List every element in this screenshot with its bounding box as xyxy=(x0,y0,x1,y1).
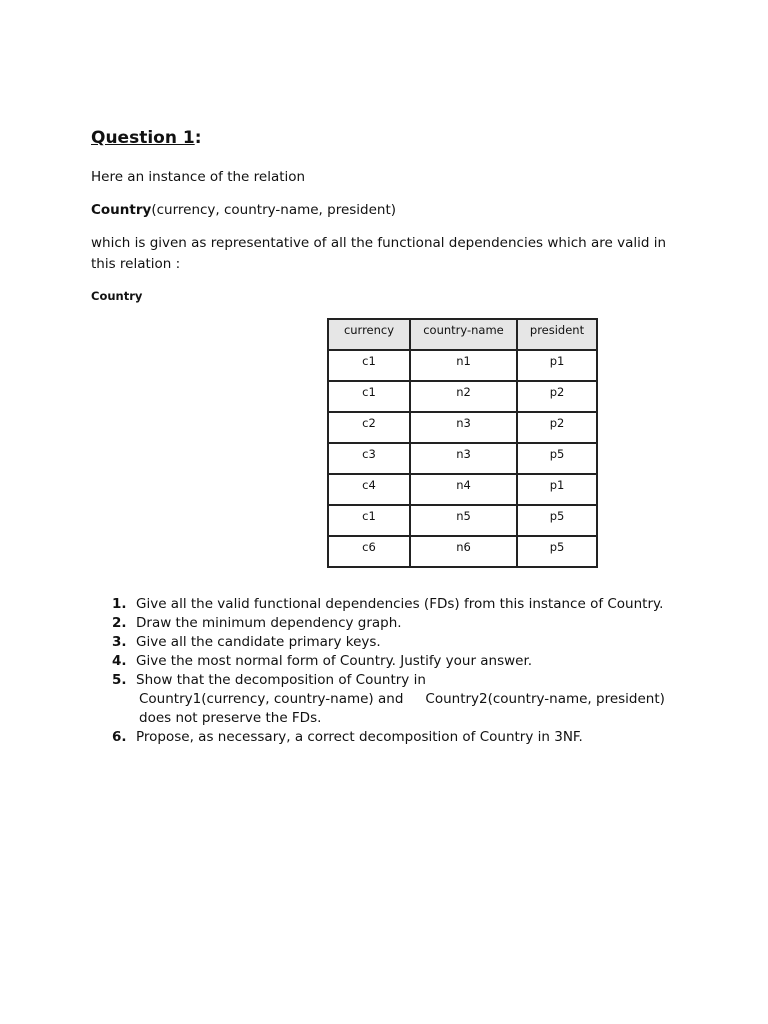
table-cell: n6 xyxy=(410,536,517,567)
table-cell: p2 xyxy=(517,412,597,443)
list-item xyxy=(91,614,731,633)
decomposition-part-2: Country2(country-name, president) xyxy=(425,691,665,707)
decomposition-conclusion: does not preserve the FDs. xyxy=(139,710,322,726)
relation-attributes: (currency, country-name, president) xyxy=(151,202,397,218)
question-colon: : xyxy=(194,128,202,148)
list-item-number: 4. xyxy=(112,653,127,669)
list-item-text: Propose, as necessary, a correct decomposition of Country in 3NF. xyxy=(136,729,583,745)
table-row xyxy=(328,536,597,567)
table-cell: c3 xyxy=(328,443,410,474)
table-row xyxy=(328,350,597,381)
list-item-number: 6. xyxy=(112,729,127,745)
table-row xyxy=(328,474,597,505)
table-cell: n3 xyxy=(410,443,517,474)
table-cell: p5 xyxy=(517,443,597,474)
column-header-currency: currency xyxy=(328,319,410,350)
list-item-text: Give all the valid functional dependencies (FDs) from this instance of Country. xyxy=(136,596,664,612)
table-row xyxy=(328,381,597,412)
table-cell: p1 xyxy=(517,474,597,505)
column-header-country-name: country-name xyxy=(410,319,517,350)
table-row xyxy=(328,443,597,474)
list-item-number: 3. xyxy=(112,634,127,650)
table-cell: n2 xyxy=(410,381,517,412)
column-header-president: president xyxy=(517,319,597,350)
question-title: Question 1 xyxy=(91,128,195,148)
relation-table xyxy=(327,318,598,568)
list-item-number: 1. xyxy=(112,596,127,612)
table-cell: n4 xyxy=(410,474,517,505)
table-caption: Country xyxy=(91,289,143,303)
table-row xyxy=(328,412,597,443)
table-cell: c2 xyxy=(328,412,410,443)
task-list xyxy=(91,595,731,747)
table-header-row xyxy=(328,319,597,350)
list-item-text: Give all the candidate primary keys. xyxy=(136,634,381,650)
table-cell: c4 xyxy=(328,474,410,505)
list-item-text: Give the most normal form of Country. Justify your answer. xyxy=(136,653,533,669)
intro-line: Here an instance of the relation xyxy=(91,169,306,185)
table-cell: c1 xyxy=(328,505,410,536)
table-cell: c1 xyxy=(328,350,410,381)
decomposition-line xyxy=(136,690,731,709)
question-heading xyxy=(91,128,202,148)
list-item xyxy=(91,728,731,747)
decomposition-part-1: Country1(currency, country-name) and xyxy=(139,691,404,707)
table-cell: n5 xyxy=(410,505,517,536)
list-item-text: Draw the minimum dependency graph. xyxy=(136,615,402,631)
table-cell: p5 xyxy=(517,505,597,536)
representative-note: which is given as representative of all the functional dependencies which are valid in this relation : xyxy=(91,235,667,272)
table-cell: n1 xyxy=(410,350,517,381)
table-cell: p1 xyxy=(517,350,597,381)
list-item xyxy=(91,595,731,614)
relation-name: Country xyxy=(91,202,152,218)
list-item xyxy=(91,671,731,728)
table-cell: c6 xyxy=(328,536,410,567)
list-item xyxy=(91,652,731,671)
table-cell: p2 xyxy=(517,381,597,412)
list-item-text: Show that the decomposition of Country in xyxy=(136,672,426,688)
table-row xyxy=(328,505,597,536)
list-item-number: 5. xyxy=(112,672,127,688)
relation-schema xyxy=(91,200,691,221)
list-item-number: 2. xyxy=(112,615,127,631)
list-item xyxy=(91,633,731,652)
table-cell: c1 xyxy=(328,381,410,412)
table-cell: p5 xyxy=(517,536,597,567)
table-cell: n3 xyxy=(410,412,517,443)
